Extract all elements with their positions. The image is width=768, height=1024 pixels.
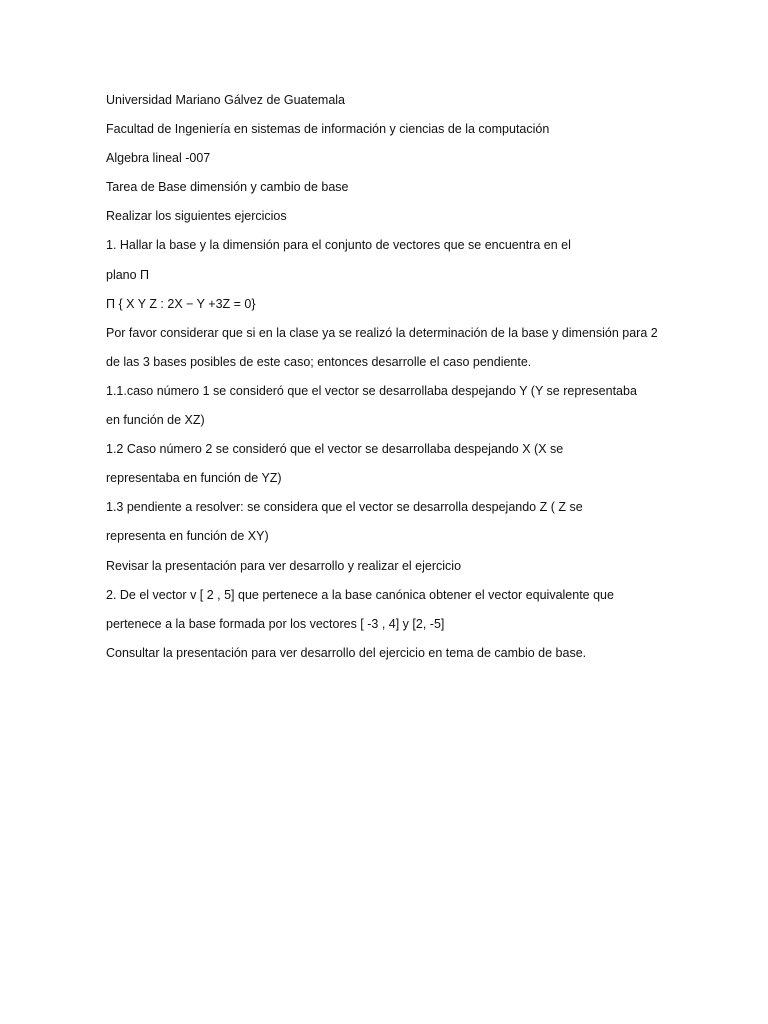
case-1-1-line-1: 1.1.caso número 1 se consideró que el vector se desarrollaba despejando Y (Y se representaba	[106, 383, 637, 398]
case-1-1-line-2: en función de XZ)	[106, 413, 205, 428]
note-line-1: Por favor considerar que si en la clase ya se realizó la determinación de la base y dimensión para 2	[106, 325, 658, 340]
exercise-1-line-1: 1. Hallar la base y la dimensión para el conjunto de vectores que se encuentra en el	[106, 238, 571, 253]
exercise-1-line-2: plano Π	[106, 267, 150, 282]
course-name: Algebra lineal -007	[106, 151, 211, 166]
document-body	[106, 88, 706, 670]
instructions-heading: Realizar los siguientes ejercicios	[106, 209, 287, 224]
note-line-2: de las 3 bases posibles de este caso; entonces desarrolle el caso pendiente.	[106, 354, 532, 369]
case-1-3-line-2: representa en función de XY)	[106, 529, 269, 544]
case-1-3-line-1: 1.3 pendiente a resolver: se considera que el vector se desarrolla despejando Z ( Z se	[106, 500, 583, 515]
faculty-name: Facultad de Ingeniería en sistemas de información y ciencias de la computación	[106, 122, 550, 137]
case-1-2-line-2: representaba en función de YZ)	[106, 471, 282, 486]
consult-instruction: Consultar la presentación para ver desarrollo del ejercicio en tema de cambio de base.	[106, 645, 587, 660]
university-name: Universidad Mariano Gálvez de Guatemala	[106, 93, 346, 107]
assignment-title: Tarea de Base dimensión y cambio de base	[106, 180, 349, 195]
review-instruction: Revisar la presentación para ver desarrollo y realizar el ejercicio	[106, 558, 462, 573]
exercise-2-line-2: pertenece a la base formada por los vectores [ -3 , 4] y [2, -5]	[106, 616, 445, 631]
exercise-2-line-1: 2. De el vector v [ 2 , 5] que pertenece a la base canónica obtener el vector equivalente que	[106, 587, 614, 602]
case-1-2-line-1: 1.2 Caso número 2 se consideró que el vector se desarrollaba despejando X (X se	[106, 442, 564, 457]
plane-equation: Π { X Y Z : 2X − Y +3Z = 0}	[106, 296, 256, 311]
